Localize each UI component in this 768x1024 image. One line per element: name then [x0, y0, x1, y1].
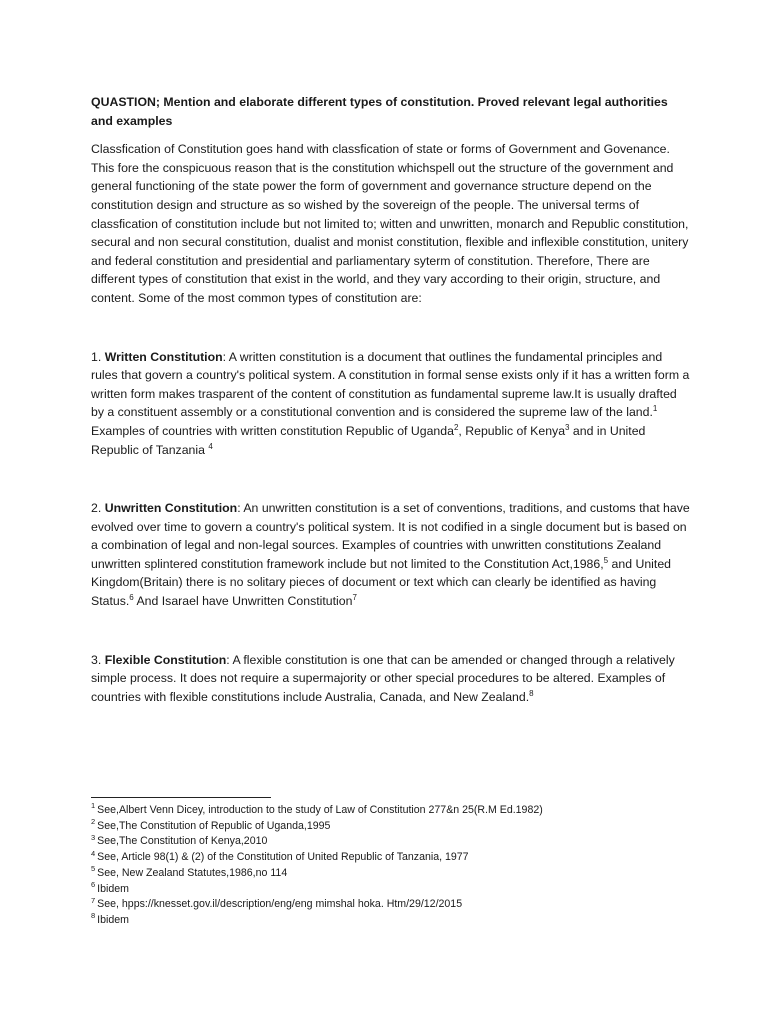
footnote-ref[interactable]: 5 — [603, 555, 609, 565]
footnote-ref[interactable]: 1 — [652, 404, 658, 414]
intro-paragraph: Classfication of Constitution goes hand with classfication of state or forms of Government and Govenance. This fore the conspicuous reason that is the constitution whichspell out the structure of the government and general functioning of the state power the form of government and governance structure depend on the constitution design and structure as so wished by the sovereign of the people. The universal terms of classfication of constitution include but not limited to; witten and unwritten, monarch and Republic constitution, secural and non secural constitution, dualist and monist constitution, flexible and inflexible constitution, unitery and federal constitution and presidential and parliamentary syterm of constitution. Therefore, There are different types of constitution that exist in the world, and they vary according to their origin, structure, and content. Some of the most common types of constitution are: — [91, 142, 689, 305]
section-text: and United Kingdom(Britain) there is no solitary pieces of document or text which can clearly be identified as having Status. — [91, 556, 672, 609]
footnote-text: Ibidem — [97, 913, 129, 926]
footnote-number: 8 — [91, 911, 96, 921]
section-flexible-constitution — [91, 651, 691, 707]
footnote-text: See,The Constitution of Kenya,2010 — [97, 835, 268, 848]
footnote-ref[interactable]: 4 — [208, 441, 213, 451]
footnote-item — [91, 803, 691, 819]
section-number: 3. — [91, 652, 105, 667]
footnote-ref[interactable]: 3 — [565, 422, 570, 432]
section-text: : A written constitution is a document that outlines the fundamental principles and rules that govern a country's political system. A constitution in formal sense exists only if it has a written form a written form makes trasparent of the content of constitution as fundamental supreme law.It is usually drafted by a constituent assembly or a constitutional convention and is considered the supreme law of the land. — [91, 349, 690, 420]
section-term: Written Constitution — [104, 349, 223, 364]
footnote-text: See, New Zealand Statutes,1986,no 114 — [97, 866, 288, 879]
footnote-number: 7 — [91, 895, 96, 905]
footnote-text: See, hpps://knesset.gov.il/description/eng/eng mimshal hoka. Htm/29/12/2015 — [97, 898, 463, 911]
footnote-ref[interactable]: 6 — [129, 592, 134, 602]
section-text: Examples of countries with written constitution Republic of Uganda — [91, 423, 454, 438]
footnote-number: 3 — [91, 832, 96, 842]
question-heading: QUASTION; Mention and elaborate different types of constitution. Proved relevant legal authorities and examples — [91, 95, 668, 128]
footnote-item — [91, 866, 691, 882]
footnote-item — [91, 879, 691, 898]
footnotes-list — [91, 803, 691, 929]
section-text: : A flexible constitution is one that can be amended or changed through a relatively simple process. It does not require a supermajority or other special procedures to be altered. Examples of countries with flexible constitutions include Australia, Canada, and New Zealand. — [91, 652, 675, 704]
section-term: Unwritten Constitution — [104, 501, 238, 516]
footnote-number: 2 — [91, 817, 96, 827]
footnote-item — [91, 850, 691, 866]
footnote-item — [91, 819, 691, 835]
footnote-item — [91, 834, 691, 850]
footnote-item — [91, 897, 691, 913]
footnote-ref[interactable]: 2 — [453, 422, 459, 432]
footnote-text: See,The Constitution of Republic of Uganda,1995 — [97, 819, 331, 832]
footnote-item — [91, 913, 691, 929]
footnote-text: See,Albert Venn Dicey, introduction to the study of Law of Constitution 277&n 25(R.M Ed.1982) — [97, 804, 543, 816]
section-number: 2. — [91, 501, 105, 516]
section-text: And Isarael have Unwritten Constitution — [133, 594, 353, 609]
footnote-number: 1 — [91, 801, 96, 811]
footnote-ref[interactable]: 8 — [529, 688, 534, 698]
document-body — [91, 93, 691, 706]
section-text: , Republic of Kenya — [458, 423, 566, 438]
section-unwritten-constitution — [91, 499, 691, 611]
footnote-number: 5 — [91, 864, 96, 874]
section-written-constitution — [91, 348, 691, 460]
section-number: 1. — [91, 349, 105, 364]
footnote-ref[interactable]: 7 — [352, 592, 357, 602]
section-text: : An unwritten constitution is a set of conventions, traditions, and customs that have evolved over time to govern a country's political system. It is not codified in a single document but is based on a combination of legal and non-legal sources. Examples of countries with unwritten constitutions Zealand unwritten splintered constitution framework include but not limited to the Constitution Act,1986, — [91, 501, 690, 571]
section-term: Flexible Constitution — [104, 652, 227, 667]
footnote-text: See, Article 98(1) & (2) of the Constitution of United Republic of Tanzania, 1977 — [97, 851, 469, 864]
footnote-text: Ibidem — [97, 882, 129, 895]
footnote-separator — [91, 797, 271, 798]
footnote-number: 4 — [91, 848, 96, 858]
section-text: and in United Republic of Tanzania — [91, 423, 646, 457]
footnote-number: 6 — [91, 879, 96, 889]
